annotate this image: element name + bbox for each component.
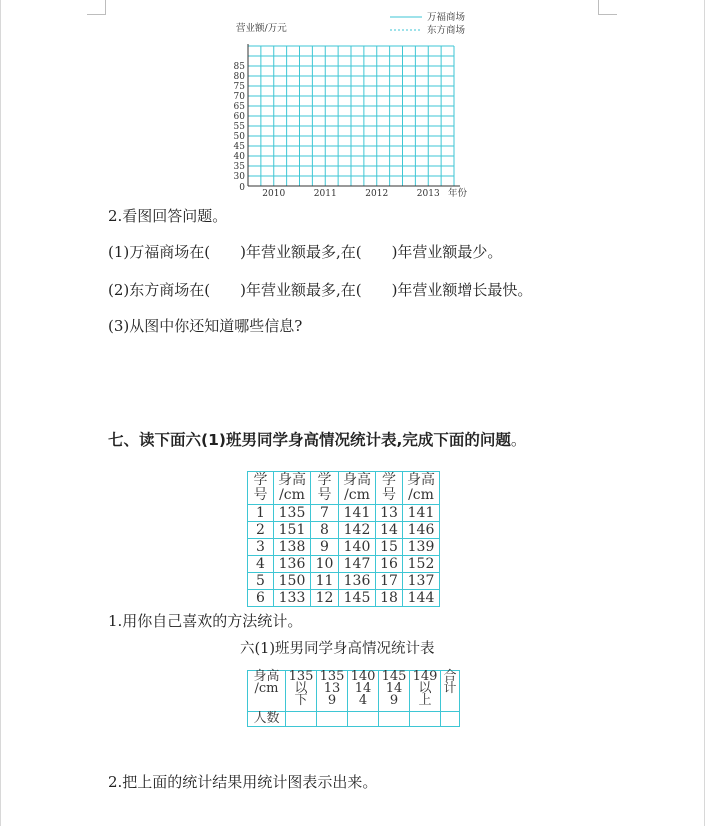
tally-count-cell [286,712,317,727]
height-table-cell: 5 [248,573,274,590]
tally-column-header: 145 14 9 [379,671,410,712]
y-tick-label: 30 [233,172,245,182]
tally-count-cell [410,712,441,727]
height-table-cell: 11 [311,573,339,590]
height-table-cell: 4 [248,556,274,573]
crop-mark-right [598,0,617,15]
tally-column-header: 149 以 上 [410,671,441,712]
tally-count-row [248,712,460,727]
x-tick-label: 2012 [365,189,389,199]
task-2: 2.把上面的统计结果用统计图表示出来。 [108,773,378,791]
tally-count-label: 人数 [248,712,286,727]
y-axis-label: 营业额/万元 [236,23,287,34]
height-table-cell: 16 [376,556,403,573]
height-table-cell: 136 [274,556,311,573]
section-7-number: 七 [108,431,124,449]
section-7-title [108,428,526,450]
sales-line-chart [228,10,478,200]
page-left-edge [0,0,1,826]
question-2-1: (1)万福商场在( )年营业额最多,在( )年营业额最少。 [108,243,503,261]
y-tick-label: 75 [233,82,245,92]
height-table-cell: 9 [311,539,339,556]
height-table-header-cell: 身高 /cm [403,472,440,505]
height-table-cell: 144 [403,590,440,607]
height-table-cell: 136 [339,573,376,590]
height-table-cell: 141 [403,505,440,522]
height-table-header-cell: 学 号 [376,472,403,505]
height-table-cell: 12 [311,590,339,607]
height-table-header [248,472,440,505]
tally-table-caption: 六(1)班男同学身高情况统计表 [240,641,435,657]
x-tick-label: 2010 [262,189,286,199]
height-table-header-cell: 身高 /cm [339,472,376,505]
height-table-row [248,539,440,556]
y-tick-label: 70 [233,92,245,102]
height-table-cell: 137 [403,573,440,590]
height-table-cell: 14 [376,522,403,539]
height-table-row [248,556,440,573]
height-table-cell: 147 [339,556,376,573]
tally-count-cell [441,712,460,727]
height-table-row [248,573,440,590]
x-tick-label: 2013 [416,189,440,199]
height-table-cell: 3 [248,539,274,556]
tally-table [247,670,460,727]
legend-label: 万福商场 [427,12,466,23]
height-table-cell: 135 [274,505,311,522]
height-table-cell: 140 [339,539,376,556]
tally-column-header: 140 14 4 [348,671,379,712]
crop-mark-left [87,0,106,15]
question-2-title: 2.看图回答问题。 [108,207,228,225]
question-2-3: (3)从图中你还知道哪些信息? [108,317,303,335]
y-tick-label: 0 [239,183,245,193]
y-tick-label: 80 [233,72,245,82]
legend-label: 东方商场 [427,25,466,36]
height-table-header-cell: 学 号 [311,472,339,505]
height-table [247,471,440,607]
y-tick-label: 50 [233,132,245,142]
y-tick-label: 45 [233,142,245,152]
height-table-cell: 2 [248,522,274,539]
height-table-cell: 142 [339,522,376,539]
height-table-header-cell: 学 号 [248,472,274,505]
height-table-cell: 139 [403,539,440,556]
section-7-end: 。 [510,431,527,449]
y-tick-label: 60 [233,112,245,122]
height-table-cell: 151 [274,522,311,539]
height-table-row [248,522,440,539]
height-table-cell: 10 [311,556,339,573]
y-tick-label: 85 [233,62,245,72]
height-table-cell: 18 [376,590,403,607]
x-axis-label: 年份 [448,188,468,199]
tally-count-cell [348,712,379,727]
y-tick-label: 35 [233,162,245,172]
section-7-text: 读下面六(1)班男同学身高情况统计表,完成下面的问题 [139,431,511,449]
height-table-cell: 152 [403,556,440,573]
tally-table-header [248,671,460,712]
tally-column-header: 合 计 [441,671,460,712]
height-table-cell: 15 [376,539,403,556]
height-table-cell: 7 [311,505,339,522]
height-table-cell: 13 [376,505,403,522]
tally-count-cell [317,712,348,727]
height-table-row [248,505,440,522]
tally-column-header: 135 以 下 [286,671,317,712]
height-table-cell: 133 [274,590,311,607]
y-tick-label: 40 [233,152,245,162]
height-table-cell: 146 [403,522,440,539]
height-table-cell: 17 [376,573,403,590]
height-table-row [248,590,440,607]
height-table-cell: 150 [274,573,311,590]
height-table-cell: 1 [248,505,274,522]
y-tick-label: 65 [233,102,245,112]
x-tick-label: 2011 [313,189,337,199]
tally-column-header: 135 13 9 [317,671,348,712]
tally-row-label: 身高 /cm [248,671,286,712]
height-table-cell: 145 [339,590,376,607]
height-table-cell: 8 [311,522,339,539]
question-2-2: (2)东方商场在( )年营业额最多,在( )年营业额增长最快。 [108,281,533,299]
height-table-header-cell: 身高 /cm [274,472,311,505]
height-table-cell: 141 [339,505,376,522]
task-1: 1.用你自己喜欢的方法统计。 [108,612,303,630]
tally-count-cell [379,712,410,727]
height-table-cell: 138 [274,539,311,556]
height-table-cell: 6 [248,590,274,607]
section-7-sep: 、 [123,431,140,449]
y-tick-label: 55 [233,122,245,132]
